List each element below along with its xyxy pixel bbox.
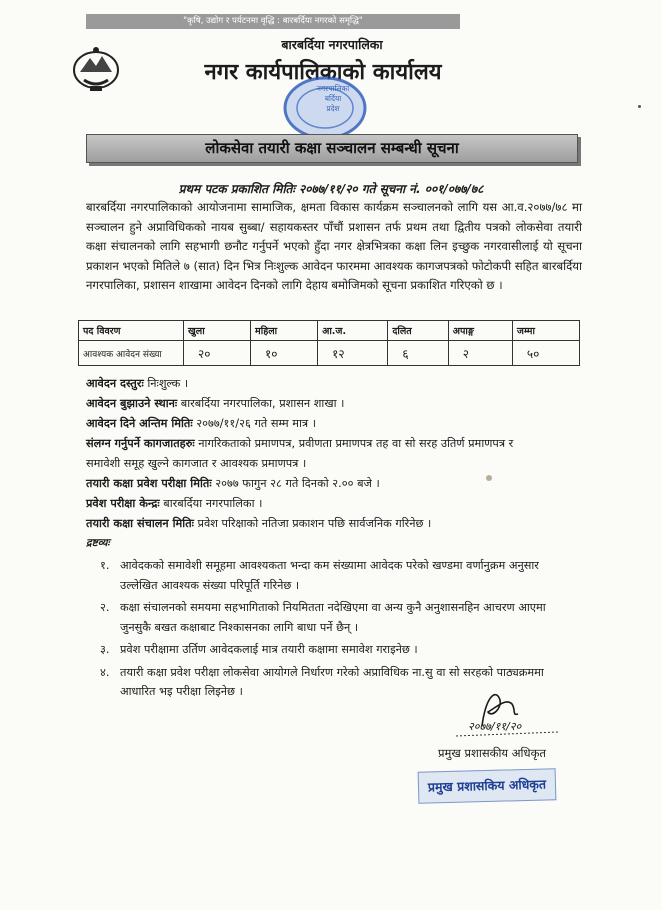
required-documents (86, 436, 513, 451)
info-value: निःशुल्क । (143, 377, 189, 390)
officer-stamp-text: प्रमुख प्रशासकिय अधिकृत (427, 776, 547, 795)
office-name: नगर कार्यपालिकाको कार्यालय (204, 60, 442, 85)
info-value: प्रवेश परिक्षाको नतिजा प्रकाशन पछि सार्वजनिक गरिनेछ । (193, 517, 432, 530)
info-label: प्रवेश परीक्षा केन्द्रः (86, 497, 160, 510)
exam-center (86, 496, 262, 511)
officer-stamp (418, 768, 557, 804)
info-label: तयारी कक्षा संचालन मितिः (86, 517, 194, 530)
seal-line: प्रदेश (326, 104, 340, 113)
info-label: आवेदन दस्तुरः (86, 377, 144, 390)
signature-date: २०७७/११/२० (468, 720, 522, 733)
note-text: कक्षा संचालनको समयमा सहभागिताको नियमितता नदेखिएमा वा अन्य कुनै अनुशासनहिन आचरण आएमा जुनसुकै बखत कक्षाबाट निश्कासनका लागि बाधा पर्ने छैन् । (120, 601, 546, 634)
list-item (100, 556, 576, 595)
note-number: १. (100, 559, 110, 572)
seal-line: नगरपालिका (316, 84, 350, 93)
submission-place (86, 396, 344, 411)
application-fee (86, 376, 188, 391)
note-text: प्रवेश परीक्षामा उर्तिण आवेदकलाई मात्र तयारी कक्षामा समावेश गराइनेछ । (120, 643, 418, 656)
table-row (79, 341, 580, 366)
signatory-title: प्रमुख प्रशासकीय अधिकृत (438, 746, 546, 760)
paper-speck (638, 105, 641, 108)
class-start-date (86, 516, 431, 531)
header-cell: अपाङ्ग (448, 321, 512, 341)
table-cell: ६ (388, 341, 448, 366)
notes-heading: द्रष्टव्यः (86, 537, 110, 549)
paper-speck (486, 475, 492, 481)
note-text: तयारी कक्षा प्रवेश परीक्षा लोकसेवा आयोगले निर्धारण गरेको अप्राविधिक ना.सु वा सो सरहको पाठ्यक्रममा आधारित भइ परीक्षा लिइनेछ । (120, 665, 544, 698)
info-value: बारबर्दिया नगरपालिका । (159, 497, 263, 510)
notice-paragraph: बारबर्दिया नगरपालिकाको आयोजनामा सामाजिक, क्षमता विकास कार्यक्रम सञ्चालनको लागि यस आ.व.२०७७/७८ मा सञ्चालन हुने अप्राविधिकको नायब सुब्बा/ सहायकस्तर पाँचौं प्रशासन तर्फ प्रथम तथा द्वितीय पत्रको लोकसेवा तयारी कक्षा संचालनको लागि सहभागी छनौट गर्नुपर्ने भएको हुँदा नगर क्षेत्रभित्रका कक्षा लिन इच्छुक नगरवासीलाई यो सूचना प्रकाशन भएको मितिले ७ (सात) दिन भित्र निःशुल्क आवेदन फारममा आवश्यक कागजपत्रको फोटोकपी सहित बारबर्दिया नगरपालिका, प्रशासन शाखामा आवेदन दिनको लागि देहाय बमोजिमको सूचना प्रकाशित गरिएको छ । (86, 200, 582, 293)
publication-info: प्रथम पटक प्रकाशित मितिः २०७७/११/२० गते सूचना नं. ००१/०७७/७८ (178, 182, 484, 196)
table-cell: २ (448, 341, 512, 366)
header-cell: पद विवरण (79, 321, 184, 341)
table-cell: २० (184, 341, 251, 366)
nepal-emblem-logo (70, 42, 122, 94)
notice-title-bar (86, 134, 578, 163)
info-label: आवेदन दिने अन्तिम मितिः (86, 417, 193, 430)
table-cell: ५० (512, 341, 579, 366)
table-cell: आवश्यक आवेदन संख्या (79, 341, 184, 366)
deadline-date (86, 416, 316, 431)
table-cell: १२ (318, 341, 388, 366)
seal-line: बर्दिया (324, 94, 342, 103)
notes-list (100, 556, 576, 705)
entrance-exam-date (86, 476, 380, 491)
info-value: बारबर्दिया नगरपालिका, प्रशासन शाखा । (177, 397, 345, 410)
header-cell: दलित (388, 321, 448, 341)
header-cell: खुला (184, 321, 251, 341)
seal-text (300, 84, 366, 114)
notice-title: लोकसेवा तयारी कक्षा सञ्चालन सम्बन्धी सूचना (205, 139, 459, 157)
seat-quota-table (78, 320, 580, 366)
list-item (100, 640, 576, 660)
info-value: नागरिकताको प्रमाणपत्र, प्रवीणता प्रमाणपत्र तह वा सो सरह उतिर्ण प्रमाणपत्र र (194, 437, 514, 450)
list-item (100, 598, 576, 637)
signature-mark (452, 686, 562, 742)
note-number: ३. (100, 643, 110, 656)
info-label: आवेदन बुझाउने स्थानः (86, 397, 178, 410)
info-value: समावेशी समूह खुल्ने कागजात र आवश्यक प्रमाणपत्र । (86, 457, 307, 470)
municipality-name: बारबर्दिया नगरपालिका (281, 37, 383, 52)
note-number: ४. (100, 665, 110, 679)
info-value: २०७७ फागुन २८ गते दिनको २.०० बजे । (211, 477, 380, 490)
info-label: संलग्न गर्नुपर्ने कागजातहरुः (86, 437, 195, 450)
info-value: २०७७/११/२६ गते सम्म मात्र । (192, 417, 316, 430)
note-text: आवेदकको समावेशी समूहमा आवश्यकता भन्दा कम संख्यामा आवेदक परेको खण्डमा वर्णानुक्रम अनुसार उल्लेखित आवश्यक संख्या परिपूर्ति गरिनेछ । (120, 559, 539, 592)
header-cell: आ.ज. (318, 321, 388, 341)
slogan-banner: "कृषि, उद्योग र पर्यटनमा वृद्धि : बारबर्दिया नगरको समृद्धि" (86, 14, 460, 29)
table-cell: १० (251, 341, 318, 366)
info-label: तयारी कक्षा प्रवेश परीक्षा मितिः (86, 477, 212, 490)
required-documents-continued (86, 456, 306, 471)
table-header-row (79, 321, 580, 341)
header-cell: जम्मा (512, 321, 579, 341)
note-number: २. (100, 601, 110, 614)
header-cell: महिला (251, 321, 318, 341)
